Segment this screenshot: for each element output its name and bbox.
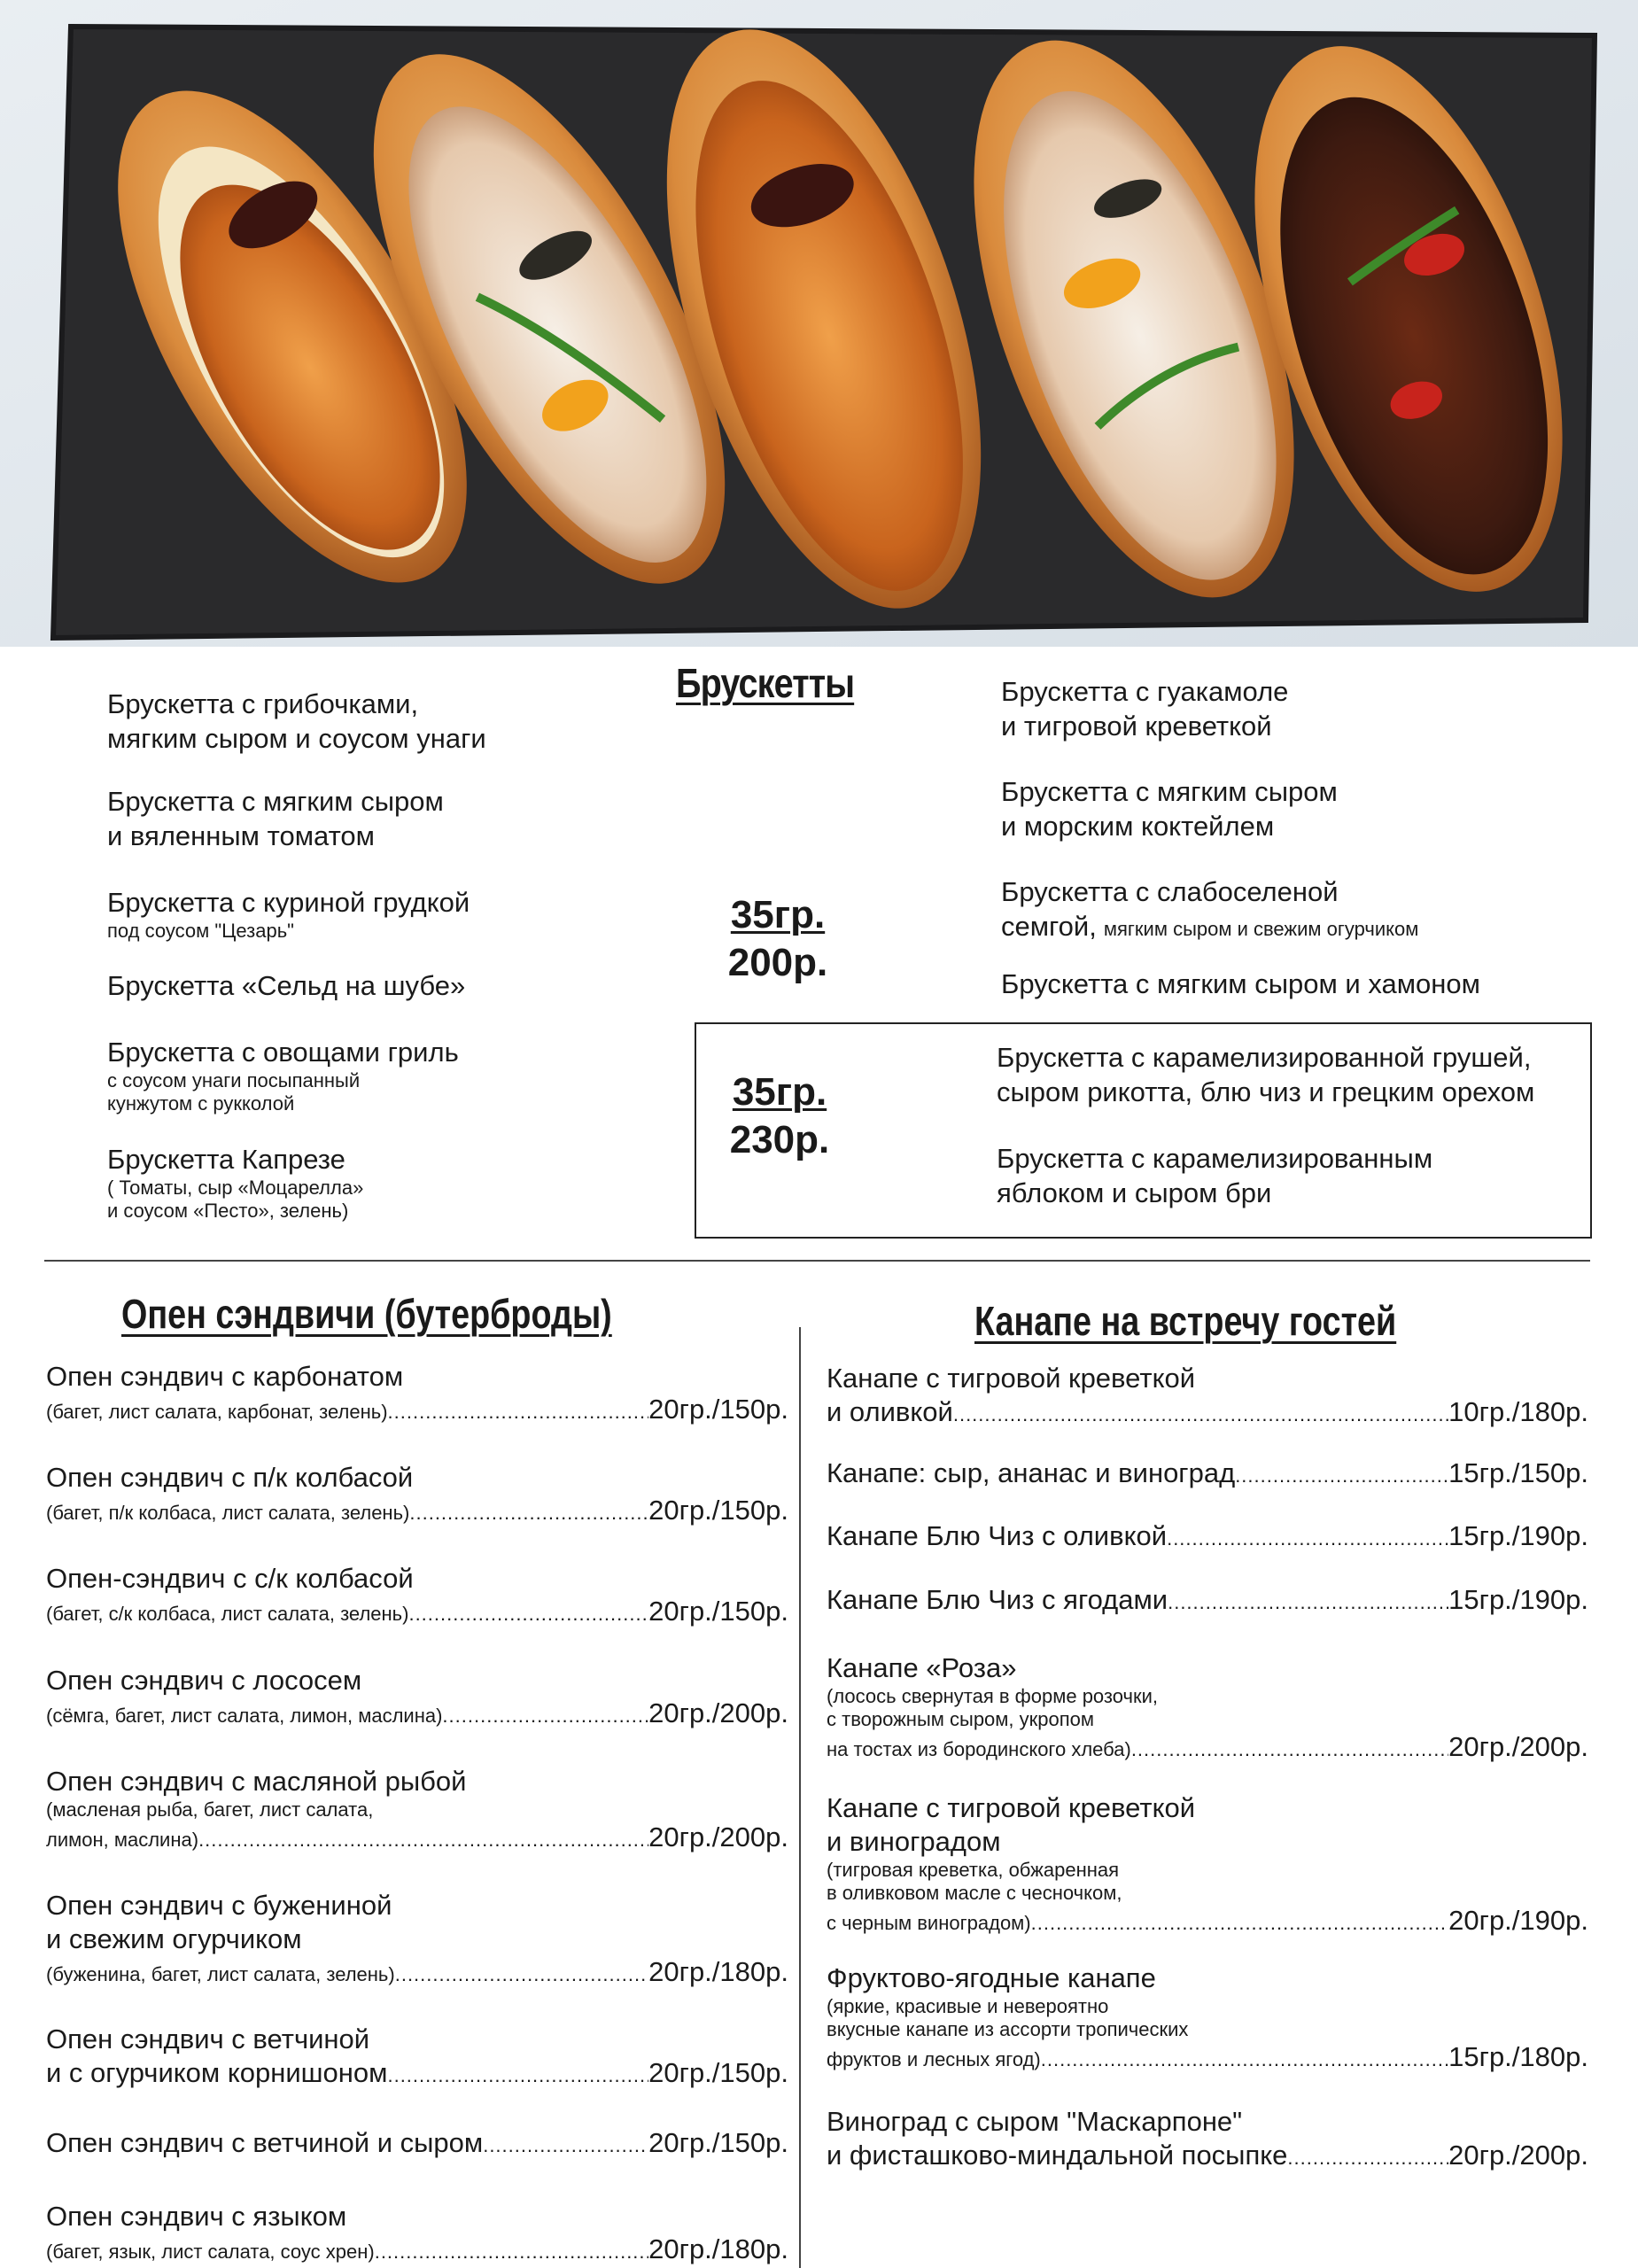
bruschetta-left-item: [107, 784, 444, 853]
menu-item-price-row: [46, 1956, 788, 1988]
bruschetta-right-item: [1001, 967, 1480, 1001]
menu-item: [46, 2023, 788, 2090]
item-sub: под соусом "Цезарь": [107, 920, 294, 942]
menu-item-price-row: [827, 1519, 1588, 1553]
dot-leader: [953, 1403, 1448, 1426]
menu-item-price: 15гр./180р.: [1448, 2041, 1588, 2072]
item-name: Брускетта с куриной грудкой: [107, 887, 470, 918]
item-sub: и соусом «Песто», зелень): [107, 1200, 349, 1222]
dot-leader: [198, 1829, 648, 1852]
menu-item-name: Опен-сэндвич с с/к колбасой: [46, 1563, 414, 1594]
menu-item: [46, 1360, 788, 1425]
menu-item: [827, 1961, 1588, 2073]
dot-leader: [1041, 2048, 1448, 2071]
menu-item-name: Виноград с сыром "Маскарпоне": [827, 2106, 1243, 2137]
menu-item-price: 15гр./190р.: [1448, 1584, 1588, 1615]
menu-item: [827, 1651, 1588, 1763]
dot-leader: [1131, 1738, 1448, 1761]
item-sub: и морским коктейлем: [1001, 811, 1275, 842]
menu-item-price-row: [827, 1731, 1588, 1763]
dot-leader: [483, 2134, 648, 2157]
menu-item-name: Канапе: сыр, ананас и виноград: [827, 1457, 1236, 1488]
price-value: 230р.: [729, 1118, 830, 1161]
menu-item-name: Опен сэндвич с ветчиной: [46, 2023, 370, 2054]
sandwich-section-title: Опен сэндвичи (бутерброды): [121, 1291, 612, 1337]
menu-item-name: Канапе «Роза»: [827, 1652, 1017, 1683]
menu-item-price-row: [46, 1596, 788, 1627]
dot-leader: [1167, 1527, 1448, 1550]
menu-item-name: Канапе с тигровой креветкой: [827, 1792, 1196, 1823]
menu-item-description: на тостах из бородинского хлеба): [827, 1738, 1131, 1760]
item-name: Брускетта с карамелизированной грушей,: [997, 1042, 1532, 1073]
menu-item-name: Опен сэндвич с карбонатом: [46, 1361, 404, 1392]
menu-item-price-row: [827, 2139, 1588, 2172]
bruschetta-right-item: [1001, 874, 1418, 944]
menu-item-price: 20гр./200р.: [1448, 1731, 1588, 1762]
item-name: Брускетта с мягким сыром: [107, 786, 444, 817]
menu-item-price: 10гр./180р.: [1448, 1396, 1588, 1427]
menu-item-price: 20гр./200р.: [648, 1821, 788, 1852]
bruschetta-left-item: [107, 1142, 363, 1223]
menu-item-description: фруктов и лесных ягод): [827, 2048, 1041, 2070]
menu-item: [46, 1461, 788, 1526]
item-sub: и тигровой креветкой: [1001, 711, 1272, 742]
menu-item-description: (лосось свернутая в форме розочки,: [827, 1685, 1158, 1707]
menu-item-name: Опен сэндвич с бужениной: [46, 1890, 392, 1921]
dot-leader: [1287, 2147, 1448, 2170]
menu-item-description: (масленая рыба, багет, лист салата,: [46, 1798, 374, 1821]
menu-item: [827, 1791, 1588, 1937]
hero-photo-bruschettas: [0, 0, 1638, 647]
dot-leader: [388, 1401, 649, 1424]
menu-item-description: (тигровая креветка, обжаренная: [827, 1859, 1120, 1881]
menu-item: [827, 2105, 1588, 2172]
canape-section-title: Канапе на встречу гостей: [974, 1298, 1397, 1344]
bruschetta-right-item: [1001, 674, 1288, 743]
menu-item: [827, 1362, 1588, 1429]
column-divider: [799, 1327, 801, 2268]
dot-leader: [395, 1963, 648, 1986]
menu-item-name: и свежим огурчиком: [46, 1923, 302, 1954]
item-name: Брускетта с грибочками,: [107, 688, 419, 719]
menu-item: [827, 1583, 1588, 1617]
dot-leader: [1031, 1912, 1449, 1935]
menu-item-price: 20гр./150р.: [648, 1495, 788, 1526]
item-name: Брускетта с мягким сыром и хамоном: [1001, 968, 1480, 999]
item-sub: и вяленным томатом: [107, 820, 375, 851]
menu-item-price: 20гр./150р.: [648, 1596, 788, 1627]
menu-item-description: (багет, лист салата, карбонат, зелень): [46, 1401, 388, 1423]
menu-item-description: (буженина, багет, лист салата, зелень): [46, 1963, 395, 1985]
menu-item-price-row: [46, 1697, 788, 1729]
dot-leader: [408, 1603, 648, 1626]
menu-item-price-row: [46, 2233, 788, 2265]
menu-item: [46, 2126, 788, 2160]
menu-item-description: (багет, язык, лист салата, соус хрен): [46, 2241, 375, 2263]
menu-item: [46, 1562, 788, 1627]
menu-item: [46, 1889, 788, 1988]
menu-item-name: Опен сэндвич с п/к колбасой: [46, 1462, 414, 1493]
menu-item-name: и виноградом: [827, 1826, 1001, 1857]
menu-item-price-row: [46, 1821, 788, 1853]
menu-item-name: и оливкой: [827, 1396, 953, 1427]
menu-item-description: вкусные канапе из ассорти тропических: [827, 2018, 1189, 2040]
item-name: Брускетта «Сельд на шубе»: [107, 970, 466, 1001]
menu-item-name: Канапе с тигровой креветкой: [827, 1363, 1196, 1394]
menu-item-price-row: [827, 1583, 1588, 1617]
menu-item-price-row: [827, 1456, 1588, 1490]
menu-item-description: в оливковом масле с чесночком,: [827, 1882, 1122, 1904]
bruschetta-right-item: [1001, 774, 1338, 843]
dot-leader: [409, 1502, 648, 1525]
menu-item-price-row: [46, 2126, 788, 2160]
price-weight: 35гр.: [732, 1070, 827, 1114]
menu-item-price: 20гр./180р.: [648, 2233, 788, 2264]
item-sub: с соусом унаги посыпанный: [107, 1069, 361, 1091]
menu-item-price: 20гр./200р.: [1448, 2140, 1588, 2171]
price-weight: 35гр.: [730, 893, 826, 936]
section-divider: [44, 1260, 1590, 1262]
bruschetta-left-item: [107, 687, 486, 756]
menu-item-name: Канапе Блю Чиз с оливкой: [827, 1520, 1168, 1551]
menu-item-price-row: [827, 1395, 1588, 1429]
price-tag-standard: [689, 891, 866, 987]
menu-item-name: и фисташково-миндальной посыпке: [827, 2140, 1288, 2171]
item-sub: семгой,: [1001, 911, 1097, 942]
dot-leader: [1168, 1591, 1448, 1614]
price-value: 200р.: [727, 941, 828, 984]
menu-item-name: Опен сэндвич с масляной рыбой: [46, 1766, 467, 1797]
menu-item-name: Опен сэндвич с языком: [46, 2201, 347, 2232]
menu-item-price: 20гр./180р.: [648, 1956, 788, 1987]
menu-item-price-row: [46, 2056, 788, 2090]
menu-item-name: Фруктово-ягодные канапе: [827, 1962, 1156, 1993]
menu-item-name: Опен сэндвич с лососем: [46, 1665, 362, 1696]
menu-item-price: 15гр./150р.: [1448, 1457, 1588, 1488]
bruschetta-left-item: [107, 1035, 459, 1115]
item-sub-row: [1001, 909, 1418, 944]
menu-item-price: 20гр./190р.: [1448, 1905, 1588, 1936]
bruschetta-left-item: [107, 885, 470, 943]
item-sub-detail: мягким сыром и свежим огурчиком: [1103, 918, 1419, 940]
item-sub: яблоком и сыром бри: [997, 1177, 1272, 1208]
menu-item-price: 20гр./150р.: [648, 2057, 788, 2088]
bruschetta-section-title: Брускетты: [676, 660, 855, 706]
item-name: Брускетта с гуакамоле: [1001, 676, 1289, 707]
menu-item-price-row: [827, 1905, 1588, 1937]
menu-item: [46, 1765, 788, 1853]
bruschetta-premium-item: [997, 1040, 1534, 1109]
item-name: Брускетта с слабоселеной: [1001, 876, 1339, 907]
item-sub: сыром рикотта, блю чиз и грецким орехом: [997, 1076, 1535, 1107]
dot-leader: [375, 2241, 648, 2264]
menu-item-description: (сёмга, багет, лист салата, лимон, маслина): [46, 1705, 443, 1727]
item-name: Брускетта с мягким сыром: [1001, 776, 1338, 807]
menu-item: [827, 1456, 1588, 1490]
menu-item-price-row: [46, 1495, 788, 1526]
bruschetta-premium-item: [997, 1141, 1432, 1210]
menu-item-price: 20гр./200р.: [648, 1697, 788, 1728]
dot-leader: [387, 2064, 648, 2087]
menu-item-description: лимон, маслина): [46, 1829, 199, 1851]
menu-item: [46, 1664, 788, 1729]
menu-item: [46, 2200, 788, 2265]
menu-item-price-row: [46, 1394, 788, 1425]
item-sub: кунжутом с рукколой: [107, 1092, 295, 1115]
menu-item-description: с черным виноградом): [827, 1912, 1031, 1934]
item-name: Брускетта Капрезе: [107, 1144, 345, 1175]
menu-item-name: Опен сэндвич с ветчиной и сыром: [46, 2127, 484, 2158]
price-tag-premium: [691, 1068, 868, 1164]
item-sub: мягким сыром и соусом унаги: [107, 723, 486, 754]
menu-item-name: и с огурчиком корнишоном: [46, 2057, 388, 2088]
item-sub: ( Томаты, сыр «Моцарелла»: [107, 1177, 364, 1199]
menu-item-price: 15гр./190р.: [1448, 1520, 1588, 1551]
menu-item-name: Канапе Блю Чиз с ягодами: [827, 1584, 1168, 1615]
menu-item-price-row: [827, 2041, 1588, 2073]
menu-item-description: (яркие, красивые и невероятно: [827, 1995, 1109, 2017]
menu-item-price: 20гр./150р.: [648, 2127, 788, 2158]
menu-item-description: с творожным сыром, укропом: [827, 1708, 1095, 1730]
menu-item-description: (багет, п/к колбаса, лист салата, зелень): [46, 1502, 410, 1524]
dot-leader: [1235, 1464, 1448, 1487]
menu-item-price: 20гр./150р.: [648, 1394, 788, 1425]
menu-item: [827, 1519, 1588, 1553]
bruschetta-left-item: [107, 968, 465, 1003]
dot-leader: [442, 1705, 648, 1728]
item-name: Брускетта с овощами гриль: [107, 1037, 459, 1068]
menu-item-description: (багет, с/к колбаса, лист салата, зелень): [46, 1603, 409, 1625]
item-name: Брускетта с карамелизированным: [997, 1143, 1433, 1174]
